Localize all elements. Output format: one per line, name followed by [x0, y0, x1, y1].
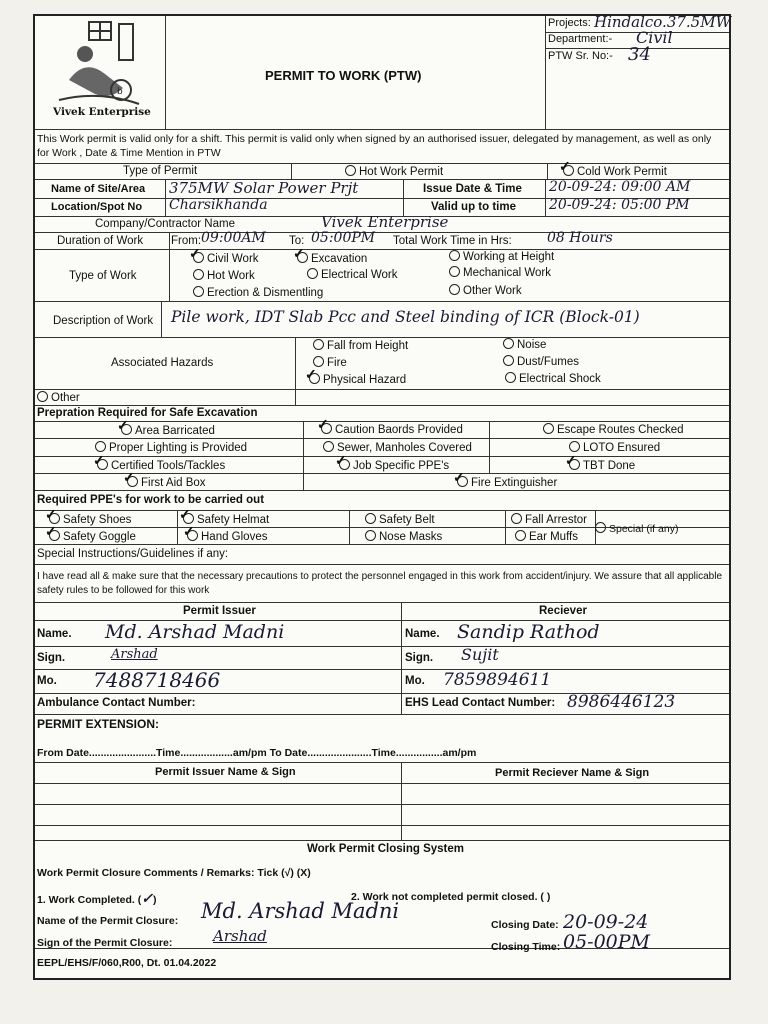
- noise-checkbox[interactable]: [503, 338, 514, 349]
- area-barricated-checkbox[interactable]: [121, 424, 132, 435]
- receiver-signature: Sujit: [461, 645, 499, 664]
- nose-masks-checkbox[interactable]: [365, 530, 376, 541]
- issue-label: Issue Date & Time: [423, 183, 522, 195]
- issuer-name-label: Name.: [37, 628, 72, 640]
- electrical-shock-label: Electrical Shock: [519, 373, 601, 385]
- from-value: 09:00AM: [201, 230, 266, 246]
- declaration-row: [35, 565, 729, 603]
- job-ppe-label: Job Specific PPE's: [353, 460, 450, 472]
- excavation-checkbox[interactable]: [297, 252, 308, 263]
- issuer-mobile-value: 7488718466: [93, 668, 221, 692]
- safety-helmet-label: Safety Helmat: [197, 514, 270, 526]
- validity-note-row: [35, 130, 729, 164]
- hand-gloves-label: Hand Gloves: [201, 531, 268, 543]
- closure-sign-label: Sign of the Permit Closure:: [37, 937, 173, 949]
- tbt-done-label: TBT Done: [583, 460, 636, 472]
- valid-label: Valid up to time: [431, 201, 516, 213]
- caution-boards-label: Caution Baords Provided: [335, 424, 463, 436]
- hand-gloves-checkbox[interactable]: [187, 530, 198, 541]
- closure-name-label: Name of the Permit Closure:: [37, 915, 179, 927]
- working-height-checkbox[interactable]: [449, 250, 460, 261]
- receiver-name-value: Sandip Rathod: [457, 621, 600, 643]
- other-work-checkbox[interactable]: [449, 284, 460, 295]
- extension-dates-line: From Date.......................Time..................am/pm To Date......................Time................am/pm: [37, 747, 477, 759]
- excavation-row-4: [35, 474, 729, 491]
- contacts-row: [35, 694, 729, 715]
- loto-label: LOTO Ensured: [583, 442, 661, 454]
- escape-routes-label: Escape Routes Checked: [557, 424, 684, 436]
- fall-height-label: Fall from Height: [327, 340, 409, 352]
- escape-routes-checkbox[interactable]: [543, 423, 554, 434]
- excavation-row-2: [35, 439, 729, 457]
- work-completed-label: 1. Work Completed. (: [37, 894, 142, 906]
- signatories-heading-row: [35, 603, 729, 621]
- work-completed-tick[interactable]: ✓: [141, 891, 153, 907]
- company-logo: [39, 18, 163, 118]
- extension-blank-row-3: [35, 826, 729, 841]
- excavation-heading: Prepration Required for Safe Excavation: [37, 407, 258, 419]
- hot-permit-label: Hot Work Permit: [359, 166, 444, 178]
- dust-label: Dust/Fumes: [517, 356, 579, 368]
- svg-text:b: b: [117, 87, 123, 97]
- extension-blank-row-2: [35, 805, 729, 826]
- description-label: Description of Work: [53, 315, 154, 327]
- form-header: [35, 13, 731, 130]
- signs-row: [35, 647, 729, 670]
- duration-label: Duration of Work: [57, 235, 144, 247]
- noise-label: Noise: [517, 339, 547, 351]
- electrical-shock-checkbox[interactable]: [505, 372, 516, 383]
- hazards-label: Associated Hazards: [111, 357, 214, 369]
- sewer-covered-checkbox[interactable]: [323, 441, 334, 452]
- safety-goggle-label: Safety Goggle: [63, 531, 136, 543]
- sewer-covered-label: Sewer, Manholes Covered: [337, 442, 472, 454]
- area-barricated-label: Area Barricated: [135, 425, 215, 437]
- issue-value: 20-09-24: 09:00 AM: [549, 179, 691, 195]
- nose-masks-label: Nose Masks: [379, 531, 443, 543]
- hot-work-checkbox[interactable]: [193, 269, 204, 280]
- ptw-number: 34: [628, 44, 651, 65]
- ppe-heading-row: [35, 491, 729, 511]
- mechanical-work-checkbox[interactable]: [449, 266, 460, 277]
- other-hazard-checkbox[interactable]: [37, 391, 48, 402]
- site-value: 375MW Solar Power Prjt: [169, 179, 359, 197]
- issuer-sign-label: Sign.: [37, 652, 66, 664]
- ppe-heading: Required PPE's for work to be carried out: [37, 494, 265, 506]
- department-label: Department:-: [548, 33, 613, 45]
- safety-shoes-label: Safety Shoes: [63, 514, 132, 526]
- hot-permit-checkbox[interactable]: [345, 165, 356, 176]
- description-row: [35, 302, 729, 338]
- first-aid-checkbox[interactable]: [127, 476, 138, 487]
- description-value: Pile work, IDT Slab Pcc and Steel binding of ICR (Block-01): [171, 308, 640, 326]
- civil-work-checkbox[interactable]: [193, 252, 204, 263]
- extension-blank-row-1: [35, 784, 729, 805]
- type-of-work-row: [35, 250, 729, 302]
- to-value: 05:00PM: [311, 230, 376, 246]
- loto-checkbox[interactable]: [569, 441, 580, 452]
- closing-time-value: 05-00PM: [563, 931, 651, 953]
- excavation-heading-row: [35, 406, 729, 422]
- location-label: Location/Spot No: [51, 201, 143, 213]
- issuer-name-value: Md. Arshad Madni: [105, 621, 285, 643]
- site-label: Name of Site/Area: [51, 183, 146, 195]
- cold-permit-checkbox[interactable]: [563, 165, 574, 176]
- issuer-mobile-label: Mo.: [37, 675, 57, 687]
- closing-title: Work Permit Closing System: [307, 843, 464, 855]
- fall-arrestor-label: Fall Arrestor: [525, 514, 587, 526]
- issuer-signature: Arshad: [111, 647, 158, 662]
- erection-label: Erection & Dismentling: [207, 287, 324, 299]
- erection-checkbox[interactable]: [193, 286, 204, 297]
- physical-hazard-checkbox[interactable]: [309, 373, 320, 384]
- physical-hazard-label: Physical Hazard: [323, 374, 407, 386]
- fire-extinguisher-label: Fire Extinguisher: [471, 477, 558, 489]
- ear-muffs-checkbox[interactable]: [515, 530, 526, 541]
- work-not-completed-label: 2. Work not completed permit closed. ( ): [351, 891, 551, 903]
- proper-lighting-label: Proper Lighting is Provided: [109, 442, 248, 454]
- ear-muffs-label: Ear Muffs: [529, 531, 578, 543]
- validity-note: This Work permit is valid only for a shift. This permit is valid only when signed by an authorised issuer, delegated by management, as well as only for Work , Date & Time Mention in PTW: [37, 133, 712, 159]
- work-completed-close: ): [152, 894, 157, 906]
- safety-belt-label: Safety Belt: [379, 514, 435, 526]
- fall-height-checkbox[interactable]: [313, 339, 324, 350]
- job-ppe-checkbox[interactable]: [339, 459, 350, 470]
- issuer-heading: Permit Issuer: [183, 605, 256, 617]
- special-instructions-row: [35, 545, 729, 565]
- contractor-label: Company/Contractor Name: [95, 218, 235, 230]
- mechanical-work-label: Mechanical Work: [463, 267, 551, 279]
- contractor-value: Vivek Enterprise: [321, 213, 449, 231]
- dust-checkbox[interactable]: [503, 355, 514, 366]
- receiver-heading: Reciever: [539, 605, 587, 617]
- hot-work-label: Hot Work: [207, 270, 255, 282]
- electrical-work-checkbox[interactable]: [307, 268, 318, 279]
- type-of-permit-label: Type of Permit: [123, 165, 198, 177]
- extension-row: [35, 715, 729, 763]
- company-name: Vivek Enterprise: [53, 106, 151, 118]
- declaration-text: I have read all & make sure that the necessary precautions to protect the personnel engaged in this work from accident/injury. We assure that all applicable safety rules to be followed for this work: [37, 571, 723, 596]
- fall-arrestor-checkbox[interactable]: [511, 513, 522, 524]
- special-instructions-label: Special Instructions/Guidelines if any:: [37, 548, 229, 560]
- total-time-label: Total Work Time in Hrs:: [393, 235, 512, 247]
- form-title: PERMIT TO WORK (PTW): [265, 68, 422, 83]
- special-ppe-label: Special (if any): [609, 523, 679, 535]
- extension-heading-row: [35, 763, 729, 784]
- names-row: [35, 621, 729, 647]
- extension-title: PERMIT EXTENSION:: [37, 717, 160, 731]
- from-label: From:: [171, 235, 202, 247]
- excavation-label: Excavation: [311, 253, 368, 265]
- footer-code: EEPL/EHS/F/060,R00, Dt. 01.04.2022: [37, 957, 217, 969]
- other-hazard-label: Other: [51, 392, 80, 404]
- type-of-permit-row: [35, 164, 729, 180]
- department-value: Civil: [636, 28, 673, 47]
- mobile-row: [35, 670, 729, 694]
- fire-label: Fire: [327, 357, 347, 369]
- footer-row: [35, 949, 729, 978]
- certified-tools-checkbox[interactable]: [97, 459, 108, 470]
- certified-tools-label: Certified Tools/Tackles: [111, 460, 226, 472]
- extension-issuer-col: Permit Issuer Name & Sign: [155, 766, 296, 778]
- closing-section: [35, 841, 729, 953]
- projects-value: Hindalco.37.5MW: [594, 13, 731, 31]
- to-label: To:: [289, 235, 305, 247]
- receiver-sign-label: Sign.: [405, 652, 434, 664]
- proper-lighting-checkbox[interactable]: [95, 441, 106, 452]
- ehs-label: EHS Lead Contact Number:: [405, 697, 556, 709]
- excavation-row-1: [35, 422, 729, 439]
- receiver-name-label: Name.: [405, 628, 440, 640]
- closing-time-label: Closing Time:: [491, 941, 561, 953]
- ehs-value: 8986446123: [567, 692, 676, 712]
- valid-value: 20-09-24: 05:00 PM: [549, 197, 690, 213]
- contractor-row: [35, 213, 729, 233]
- total-time-value: 08 Hours: [547, 230, 613, 246]
- other-hazard-row: [35, 390, 729, 406]
- duration-row: [35, 230, 729, 250]
- ptw-label: PTW Sr. No:-: [548, 50, 613, 62]
- closure-name-value: Md. Arshad Madni: [201, 899, 400, 923]
- electrical-work-label: Electrical Work: [321, 269, 398, 281]
- closing-comments: Work Permit Closure Comments / Remarks: Tick (√) (X): [37, 867, 311, 879]
- working-height-label: Working at Height: [463, 251, 555, 263]
- type-of-work-label: Type of Work: [69, 270, 137, 282]
- first-aid-label: First Aid Box: [141, 477, 206, 489]
- safety-goggle-checkbox[interactable]: [49, 530, 60, 541]
- excavation-row-3: [35, 457, 729, 474]
- other-work-label: Other Work: [463, 285, 522, 297]
- closing-date-value: 20-09-24: [563, 911, 649, 933]
- extension-receiver-col: Permit Reciever Name & Sign: [495, 767, 650, 779]
- ambulance-label: Ambulance Contact Number:: [37, 697, 196, 709]
- hazards-row: [35, 338, 729, 390]
- receiver-mobile-value: 7859894611: [443, 670, 552, 690]
- closing-date-label: Closing Date:: [491, 919, 559, 931]
- location-value: Charsikhanda: [169, 197, 268, 213]
- safety-belt-checkbox[interactable]: [365, 513, 376, 524]
- projects-label: Projects:: [548, 17, 591, 29]
- cold-permit-label: Cold Work Permit: [577, 166, 667, 178]
- tbt-done-checkbox[interactable]: [569, 459, 580, 470]
- closure-signature: Arshad: [213, 927, 267, 945]
- permit-form: [33, 14, 731, 980]
- caution-boards-checkbox[interactable]: [321, 423, 332, 434]
- receiver-mobile-label: Mo.: [405, 675, 425, 687]
- civil-work-label: Civil Work: [207, 253, 259, 265]
- fire-extinguisher-checkbox[interactable]: [457, 476, 468, 487]
- special-ppe-checkbox[interactable]: [595, 522, 606, 533]
